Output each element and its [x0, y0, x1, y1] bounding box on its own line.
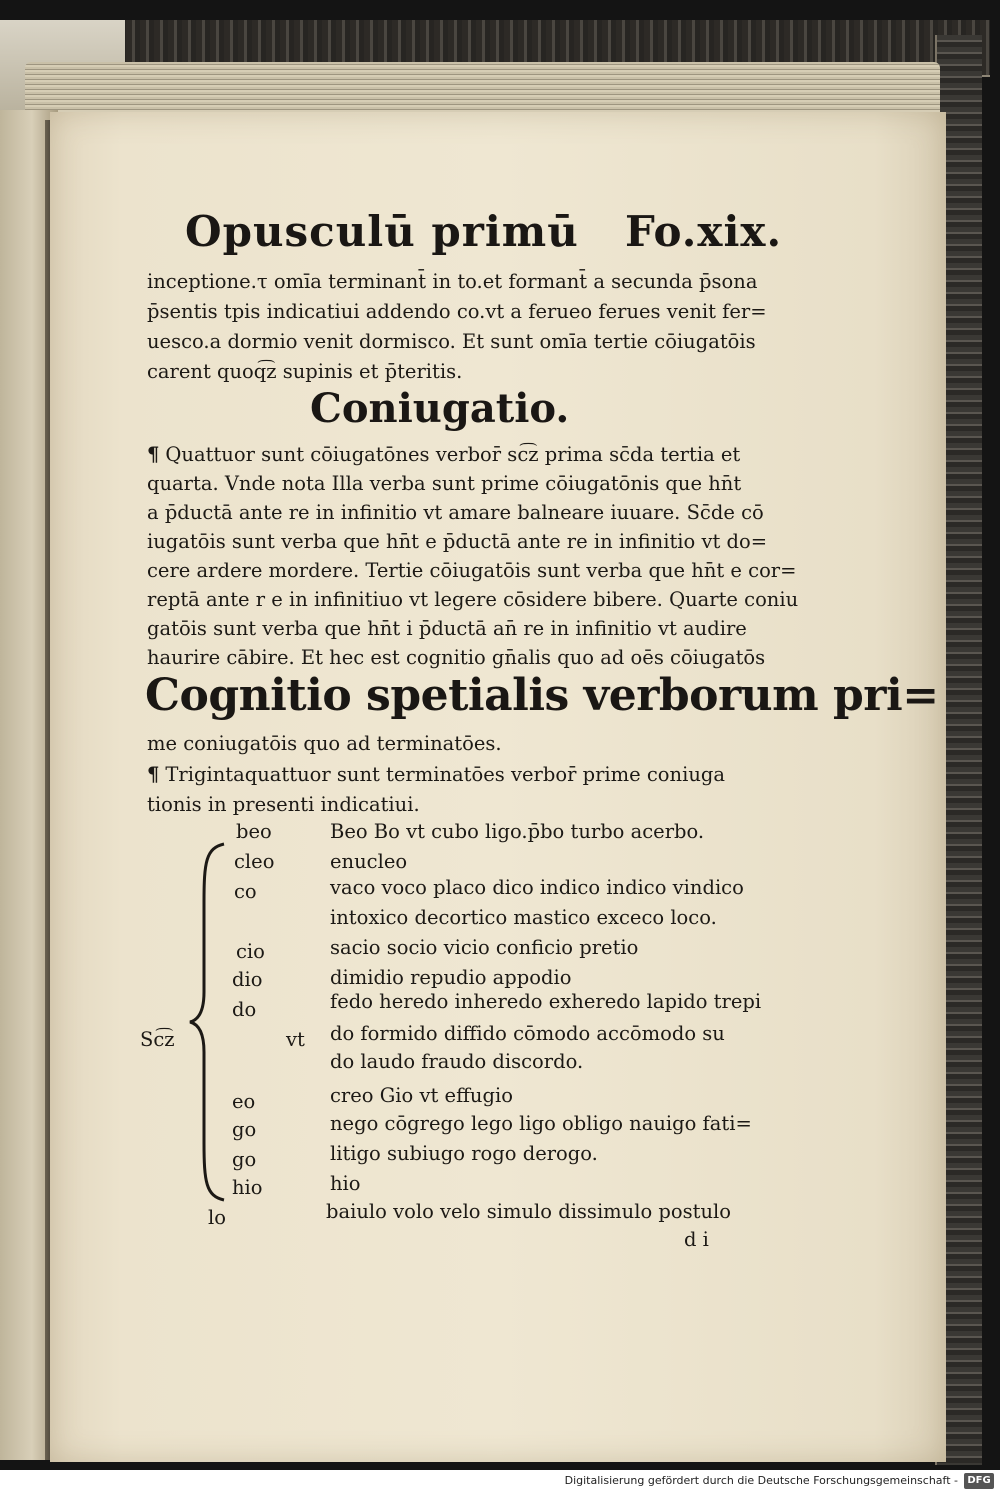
termination-cell: hio	[232, 1176, 263, 1199]
text-line: haurire cābire. Et hec est cognitio gn̄alis quo ad oēs cōiugatōs	[147, 646, 766, 669]
termination-cell: do	[232, 998, 257, 1021]
examples-cell: enucleo	[330, 850, 408, 873]
footer-bar	[0, 1470, 1000, 1493]
text-line-content: Quattuor sunt cōiugatōnes verbor̄ sc͡z prima sc̄da tertia et	[165, 443, 741, 466]
examples-cell: do formido diffido cōmodo accōmodo su	[330, 1022, 725, 1045]
termination-cell: cleo	[234, 850, 275, 873]
funding-credit: Digitalisierung gefördert durch die Deutsche Forschungsgemeinschaft -	[564, 1474, 958, 1487]
termination-cell: go	[232, 1148, 257, 1171]
text-line: gatōis sunt verba que hn̄t i p̄ductā an̄ re in infinitio vt audire	[147, 617, 747, 640]
examples-cell: vaco voco placo dico indico indico vindico	[330, 876, 744, 899]
termination-cell: eo	[232, 1090, 256, 1113]
signature-mark: d i	[684, 1228, 709, 1251]
examples-cell: fedo heredo inheredo exheredo lapido trepi	[330, 990, 762, 1013]
dfg-logo-icon: DFG	[964, 1473, 994, 1489]
vt-label: vt	[286, 1028, 305, 1051]
text-line: reptā ante r e in infinitiuo vt legere cōsidere bibere. Quarte coniu	[147, 588, 799, 611]
section-heading: Cognitio spetialis verborum pri=	[145, 670, 939, 721]
text-line: p̄sentis tpis indicatiui addendo co.vt a ferueo ferues venit fer=	[147, 300, 767, 323]
scilicet-label: Sc͡z	[140, 1028, 175, 1051]
examples-cell: dimidio repudio appodio	[330, 966, 572, 989]
section-heading: Coniugatio.	[310, 385, 570, 432]
examples-cell: intoxico decortico mastico exceco loco.	[330, 906, 717, 929]
text-line: cere ardere mordere. Tertie cōiugatōis sunt verba que hn̄t e cor=	[147, 559, 797, 582]
text-line: a p̄ductā ante re in infinitio vt amare balneare iuuare. Sc̄de cō	[147, 501, 764, 524]
termination-cell: cio	[236, 940, 265, 963]
examples-cell: litigo subiugo rogo derogo.	[330, 1142, 598, 1165]
examples-cell: hio	[330, 1172, 361, 1195]
pilcrow-mark: ¶	[147, 443, 160, 466]
text-line: tionis in presenti indicatiui.	[147, 793, 420, 816]
examples-cell: nego cōgrego lego ligo obligo nauigo fati=	[330, 1112, 752, 1135]
text-line: uesco.a dormio venit dormisco. Et sunt omīa tertie cōiugatōis	[147, 330, 756, 353]
termination-cell: beo	[236, 820, 272, 843]
text-line-content: Trigintaquattuor sunt terminatōes verbor̄ prime coniuga	[165, 763, 725, 786]
termination-cell: dio	[232, 968, 263, 991]
text-line: me coniugatōis quo ad terminatōes.	[147, 732, 502, 755]
examples-cell: creo Gio vt effugio	[330, 1084, 513, 1107]
examples-cell: sacio socio vicio conficio pretio	[330, 936, 639, 959]
running-head-title: Opusculū primū	[185, 207, 579, 256]
text-line: inceptione.τ omīa terminant̄ in to.et formant̄ a secunda p̄sona	[147, 270, 758, 293]
text-line	[147, 443, 740, 466]
termination-cell: lo	[208, 1206, 226, 1229]
examples-cell: Beo Bo vt cubo ligo.p̄bo turbo acerbo.	[330, 820, 705, 843]
pilcrow-mark: ¶	[147, 763, 160, 786]
text-line: iugatōis sunt verba que hn̄t e p̄ductā ante re in infinitio vt do=	[147, 530, 768, 553]
examples-cell: baiulo volo velo simulo dissimulo postulo	[326, 1200, 732, 1223]
examples-cell: do laudo fraudo discordo.	[330, 1050, 584, 1073]
termination-cell: go	[232, 1118, 257, 1141]
folio-number: Fo.xix.	[625, 207, 783, 256]
curly-brace-icon	[188, 842, 228, 1202]
text-line: quarta. Vnde nota Illa verba sunt prime cōiugatōnis que hn̄t	[147, 472, 742, 495]
text-line	[147, 763, 725, 786]
termination-cell: co	[234, 880, 257, 903]
text-line: carent quoq͡z supinis et p̄teritis.	[147, 360, 463, 383]
